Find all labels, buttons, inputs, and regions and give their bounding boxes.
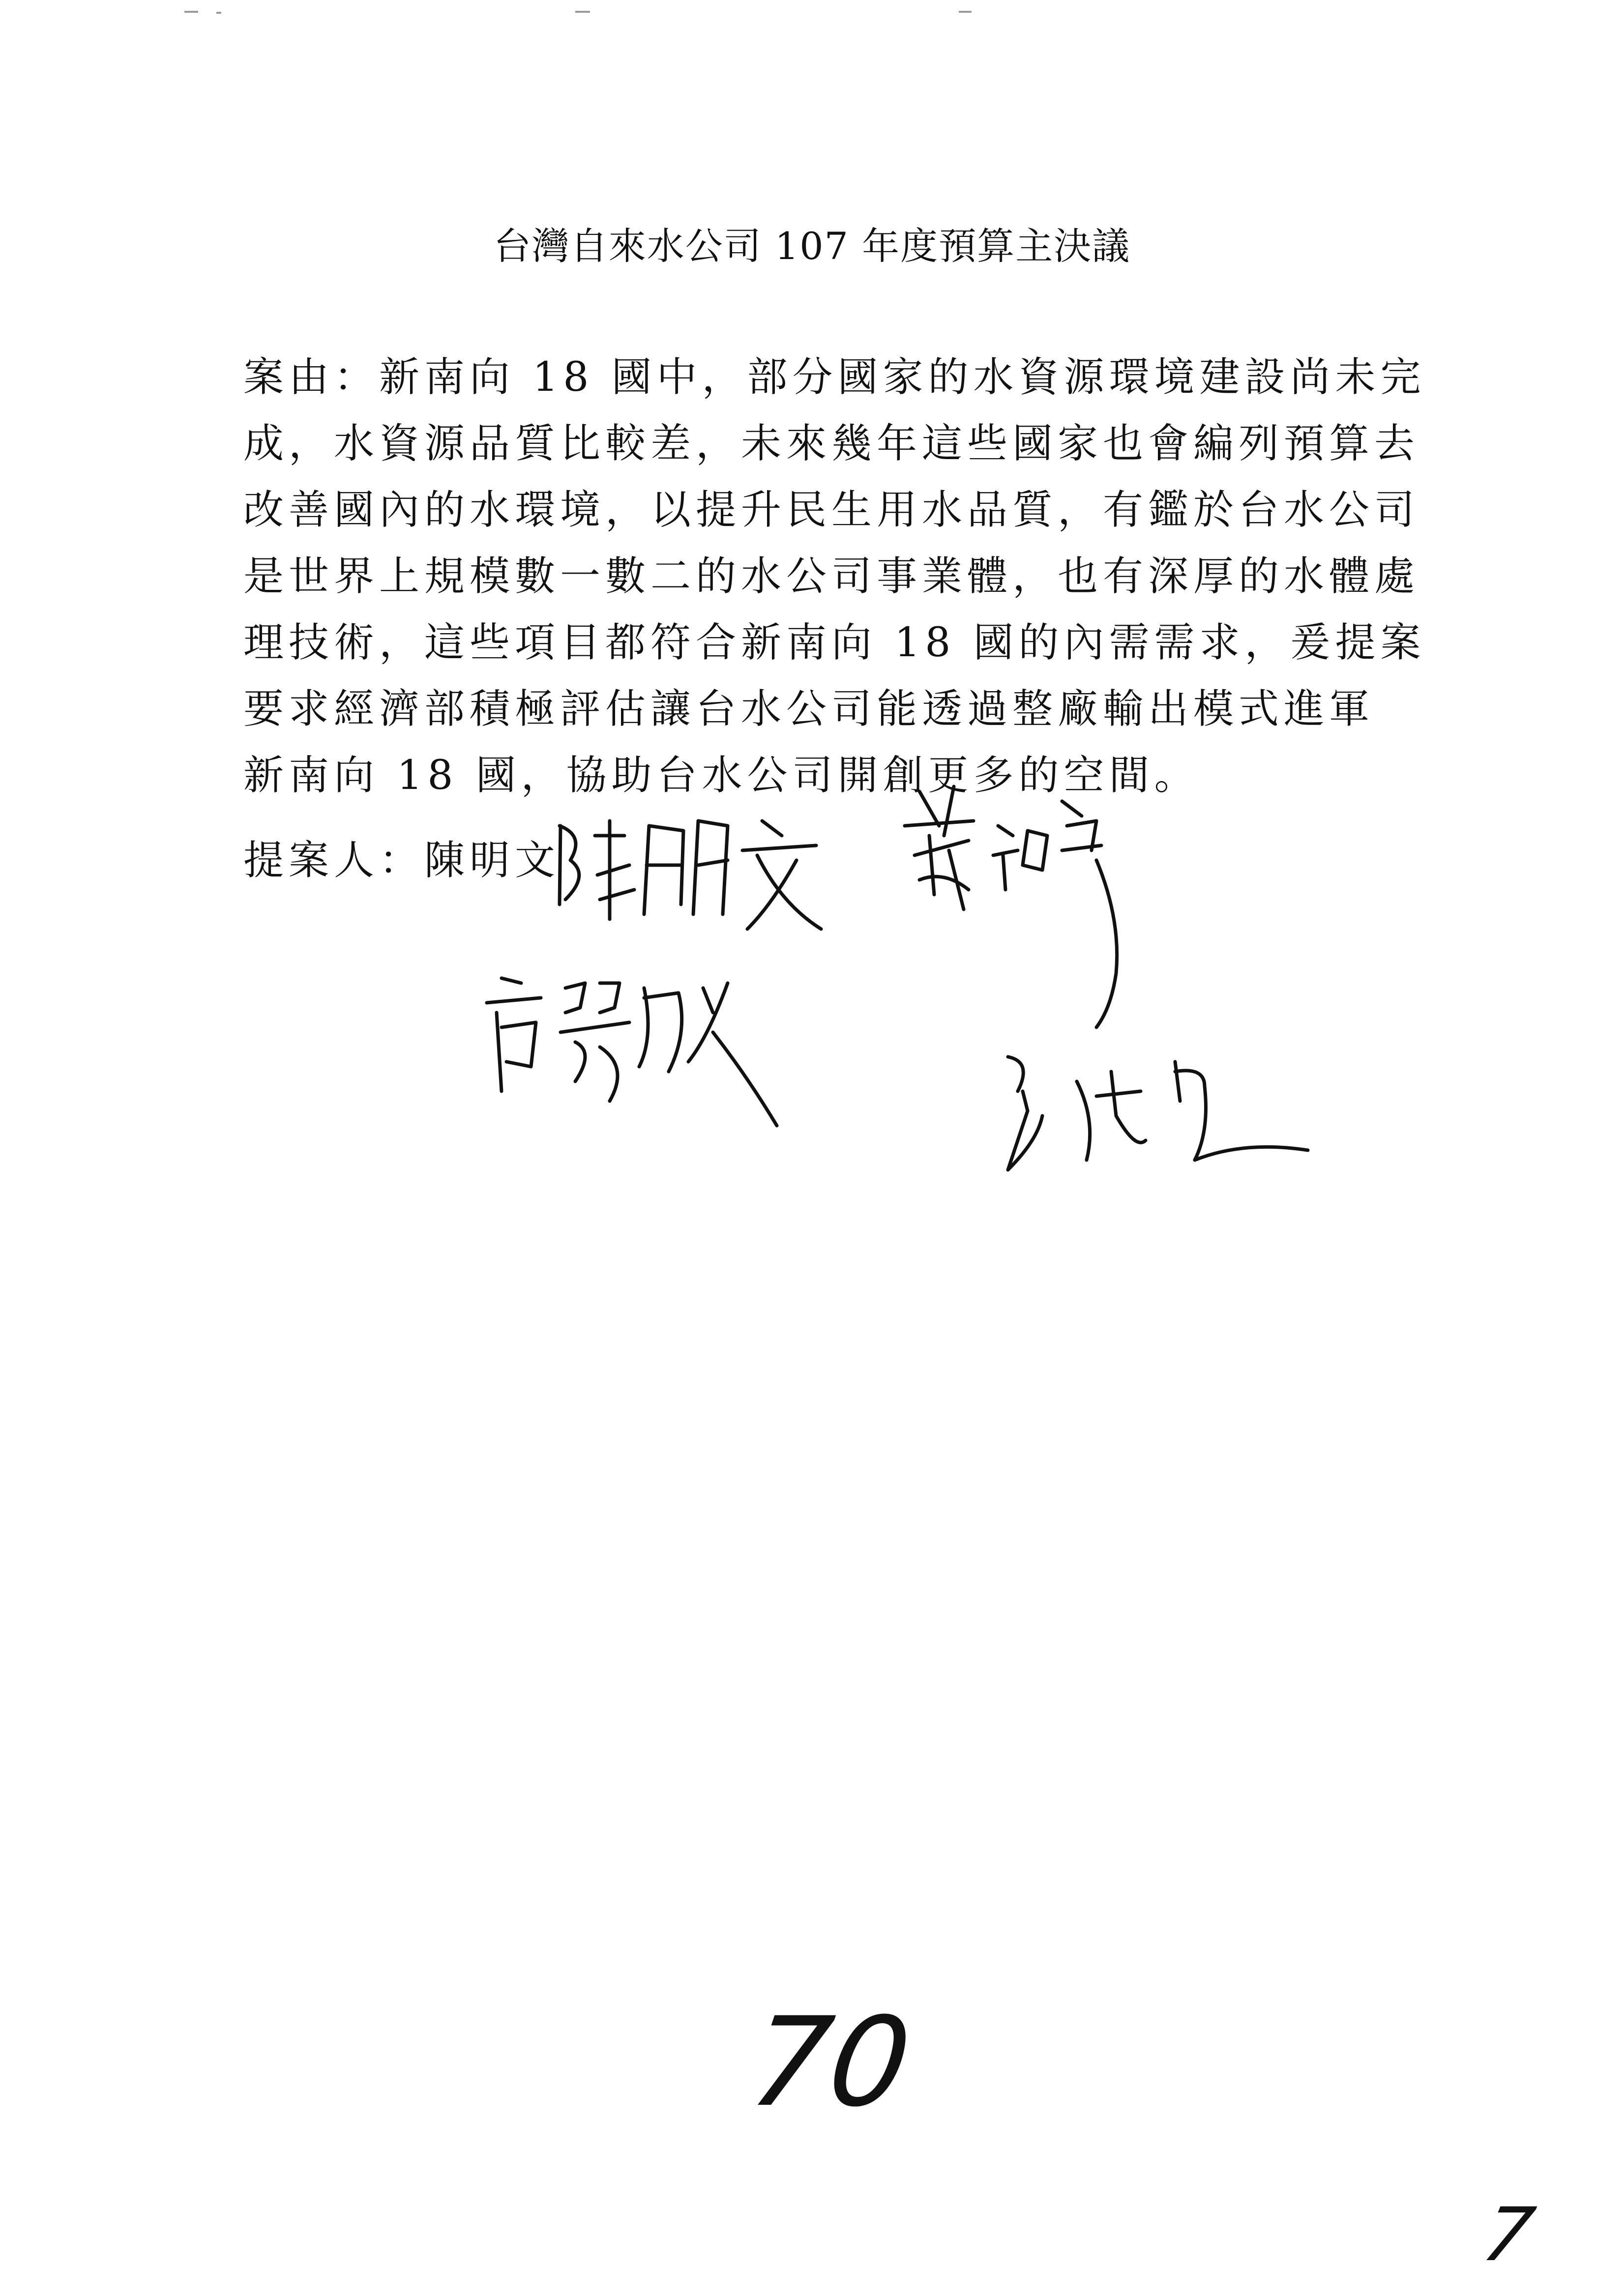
scan-speck [959,11,972,13]
corner-handwritten-mark: 7 [1476,2192,1541,2278]
scan-speck [184,11,198,13]
body-line: 理技術，這些項目都符合新南向 18 國的內需需求，爰提案 [243,619,1426,666]
proposer-label: 提案人：陳明文 [243,837,561,884]
body-line: 改善國內的水環境，以提升民生用水品質，有鑑於台水公司 [243,487,1420,533]
handwritten-signature [482,968,787,1131]
scan-speck [216,12,221,14]
page-number: 70 [742,1991,919,2134]
body-line: 要求經濟部積極評估讓台水公司能透過整廠輸出模式進軍 [243,686,1375,732]
handwritten-signature [998,1042,1313,1180]
body-line: 新南向 18 國，協助台水公司開創更多的空間。 [243,752,1200,799]
document-title: 台灣自來水公司 107 年度預算主決議 [493,224,1131,268]
body-line: 成，水資源品質比較差，未來幾年這些國家也會編列預算去 [243,420,1420,467]
body-line: 案由：新南向 18 國中，部分國家的水資源環境建設尚未完 [243,354,1426,401]
body-line: 是世界上規模數一數二的水公司事業體，也有深厚的水體處 [243,553,1420,600]
document-body [243,344,1426,809]
handwritten-signature [551,806,826,934]
handwritten-signature [900,782,1136,1032]
scan-speck [575,11,590,13]
